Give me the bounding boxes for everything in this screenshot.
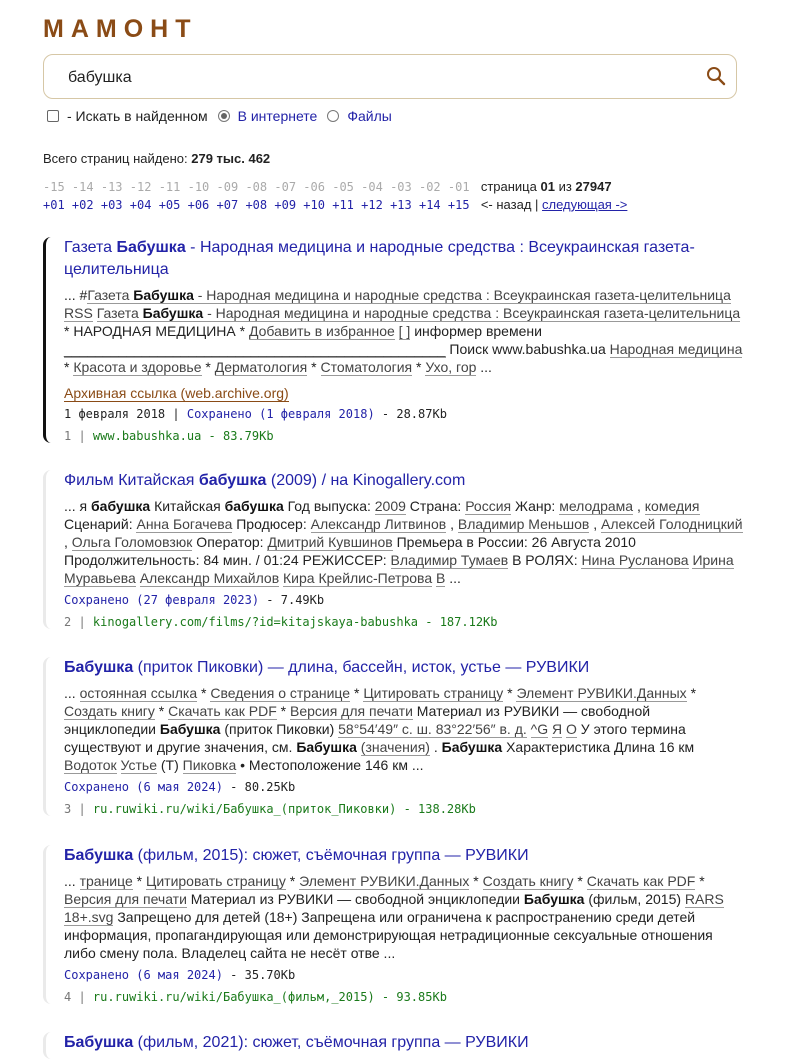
result-snippet: ... остоянная ссылка * Сведения о странице * Цитировать страницу * Элемент РУВИКИ.Данных * Создать книгу * Скачать как PDF * Версия для печати Материал из РУВИКИ — свободной энциклопедии Бабушка (приток Пиковки) 58°54′49″ с. ш. 83°22′56″ в. д. ^G Я О У этого термина существуют и другие значения, см. Бабушка (значения) . Бабушка Характеристика Длина 16 км Водоток Устье (Т) Пиковка • Местоположение 146 км ... (64, 685, 697, 773)
result-title-highlight: Бабушка (116, 239, 186, 256)
result-meta: 1 февраля 2018 | Сохранено (1 февраля 2018) - 28.87Kb (64, 407, 447, 421)
pager-nav (481, 197, 628, 212)
pager-next-page[interactable]: +04 (129, 198, 152, 212)
result-url-line: 2 | kinogallery.com/films/?id=kitajskaya-babushka - 187.12Kb (64, 615, 498, 629)
result-number: 1 (64, 429, 72, 443)
result-url-line: 1 | www.babushka.ua - 83.79Kb (64, 429, 274, 443)
search-result (43, 657, 743, 816)
pager-next-page[interactable]: +01 (43, 198, 65, 212)
pager-next-row (43, 196, 627, 214)
internet-option[interactable] (218, 108, 318, 124)
pager-next-link[interactable]: следующая -> (542, 197, 628, 212)
pager-prev-page[interactable]: -12 (129, 180, 152, 194)
result-size: - 35.70Kb (222, 968, 296, 982)
pager-of-word: из (554, 179, 576, 194)
pager-next-page[interactable]: +08 (245, 198, 268, 212)
result-url[interactable]: ru.ruwiki.ru/wiki/Бабушка_(приток_Пиковки) - 138.28Kb (92, 802, 476, 816)
search-in-found-checkbox[interactable] (47, 110, 59, 122)
result-meta (64, 593, 743, 607)
result-meta (64, 780, 743, 794)
pager-next-page[interactable]: +03 (100, 198, 123, 212)
pager-next-page[interactable]: +14 (418, 198, 441, 212)
search-icon[interactable] (706, 66, 726, 91)
result-size: - 28.87Kb (374, 407, 447, 421)
pager-prev-page[interactable]: -05 (332, 180, 354, 194)
result-title-highlight: Бабушка (64, 1034, 134, 1051)
result-number: 2 (64, 615, 72, 629)
files-label: Файлы (347, 108, 392, 124)
pager-prev-page[interactable]: -11 (158, 180, 181, 194)
result-snippet: ... транице * Цитировать страницу * Элемент РУВИКИ.Данных * Создать книгу * Скачать как PDF * Версия для печати Материал из РУВИКИ — свободной энциклопедии Бабушка (фильм, 2015) RARS 18+.svg Запрещено для детей (18+) Запрещена или ограничена к распространению среди детей информация, пропагандирующая или демонстрирующая нетрадиционные сексуальные отношения либо смену пола. Владелец сайта не несёт отве ... (64, 873, 724, 961)
result-size: - 7.49Kb (259, 593, 325, 607)
internet-label: В интернете (237, 108, 318, 124)
pager-next-page[interactable]: +07 (216, 198, 239, 212)
pager-prev-page[interactable]: -04 (361, 180, 383, 194)
pager-sep: | (535, 197, 543, 212)
result-meta (64, 968, 743, 982)
pager-prev-page[interactable]: -03 (390, 180, 412, 194)
pager-prev-page[interactable]: -14 (71, 180, 94, 194)
result-size: - 80.25Kb (222, 780, 296, 794)
result-url[interactable]: kinogallery.com/films/?id=kitajskaya-babushka - 187.12Kb (92, 615, 498, 629)
pager-prev-page[interactable]: -07 (274, 180, 297, 194)
results-total-value: 279 тыс. 462 (191, 151, 271, 166)
search-result (43, 237, 743, 443)
search-in-found-label: - Искать в найденном (67, 108, 208, 124)
pager-info (481, 179, 612, 194)
saved-copy-link[interactable]: Сохранено (1 февраля 2018) (186, 407, 375, 421)
pager-next-page[interactable]: +10 (303, 198, 325, 212)
result-url[interactable]: ru.ruwiki.ru/wiki/Бабушка_(фильм,_2015) - 93.85Kb (92, 990, 447, 1004)
result-title[interactable]: Бабушка (фильм, 2015): сюжет, съёмочная группа — РУВИКИ (64, 847, 529, 864)
saved-copy-link[interactable]: Сохранено (6 мая 2024) (64, 780, 223, 794)
result-title[interactable]: Бабушка (фильм, 2021): сюжет, съёмочная группа — РУВИКИ (64, 1034, 529, 1051)
results-total (43, 151, 270, 166)
pager-page-word: страница (480, 179, 541, 194)
result-title[interactable]: Газета Бабушка - Народная медицина и народные средства : Всеукраинская газета-целительница (64, 239, 695, 278)
result-title-highlight: Бабушка (64, 847, 134, 864)
pager-next-page[interactable]: +02 (71, 198, 94, 212)
result-url[interactable]: www.babushka.ua - 83.79Kb (92, 429, 274, 443)
archive-link[interactable] (64, 385, 743, 401)
pager-next-page[interactable]: +15 (447, 198, 470, 212)
search-box (43, 54, 737, 99)
pager-next-page[interactable]: +09 (274, 198, 297, 212)
search-options (47, 107, 402, 125)
search-in-found-option[interactable] (47, 108, 208, 124)
internet-radio[interactable] (218, 110, 230, 122)
result-date: 1 февраля 2018 (64, 407, 166, 421)
archive-link-text: Архивная ссылка (web.archive.org) (64, 385, 289, 401)
files-radio[interactable] (327, 110, 339, 122)
pager-prev-page[interactable]: -10 (187, 180, 210, 194)
pager-next-page[interactable]: +12 (361, 198, 383, 212)
result-title[interactable]: Фильм Китайская бабушка (2009) / на Kinogallery.com (64, 472, 466, 489)
result-url-line: 3 | ru.ruwiki.ru/wiki/Бабушка_(приток_Пиковки) - 138.28Kb (64, 802, 476, 816)
pager-prev-page[interactable]: -02 (418, 180, 441, 194)
search-result (43, 845, 743, 1004)
pager (43, 178, 627, 214)
files-option[interactable] (327, 108, 391, 124)
result-number: 3 (64, 802, 72, 816)
pager-next-page[interactable]: +11 (332, 198, 354, 212)
pager-next-page[interactable]: +13 (390, 198, 412, 212)
result-title-highlight: Бабушка (64, 659, 134, 676)
pager-back: <- назад (480, 197, 536, 212)
result-title[interactable]: Бабушка (приток Пиковки) — длина, бассейн, исток, устье — РУВИКИ (64, 659, 590, 676)
pager-prev-page[interactable]: -09 (216, 180, 239, 194)
pager-current: 01 (540, 179, 555, 194)
search-result (43, 1032, 743, 1059)
saved-copy-link[interactable]: Сохранено (6 мая 2024) (64, 968, 223, 982)
result-url-line: 4 | ru.ruwiki.ru/wiki/Бабушка_(фильм,_2015) - 93.85Kb (64, 990, 447, 1004)
result-number: 4 (64, 990, 72, 1004)
saved-copy-link[interactable]: Сохранено (27 февраля 2023) (64, 593, 260, 607)
result-title-highlight: бабушка (198, 472, 267, 489)
pager-next-page[interactable]: +06 (187, 198, 210, 212)
pager-prev-row (43, 178, 627, 196)
pager-prev-page[interactable]: -13 (100, 180, 123, 194)
search-result (43, 470, 743, 629)
site-logo[interactable]: МАМОНТ (43, 15, 198, 43)
pager-prev-page[interactable]: -06 (303, 180, 325, 194)
result-snippet: ... #Газета Бабушка - Народная медицина и народные средства : Всеукраинская газета-целительница RSS Газета Бабушка - Народная медицина и народные средства : Всеукраинская газета-целительница * НАРОДНАЯ МЕДИЦИНА * Добавить в избранное [ ] информер времени _________________________________________________ Поиск www.babushka.ua Народная медицина * Красота и здоровье * Дерматология * Стоматология * Ухо, гор ... (64, 287, 743, 375)
search-input[interactable] (66, 65, 670, 91)
pager-prev-page[interactable]: -01 (447, 180, 470, 194)
results-total-label: Всего страниц найдено: (43, 151, 188, 166)
pager-prev-page[interactable]: -08 (245, 180, 268, 194)
pager-next-page[interactable]: +05 (158, 198, 181, 212)
pager-prev-page[interactable]: -15 (43, 180, 65, 194)
pager-total: 27947 (575, 179, 612, 194)
result-snippet: ... я бабушка Китайская бабушка Год выпуска: 2009 Страна: Россия Жанр: мелодрама , комедия Сценарий: Анна Богачева Продюсер: Александр Литвинов , Владимир Меньшов , Алексей Голодницкий , Ольга Голомовзюк Оператор: Дмитрий Кувшинов Премьера в России: 26 Августа 2010 Продолжительность: 84 мин. / 01:24 РЕЖИССЕР: Владимир Тумаев В РОЛЯХ: Нина Русланова Ирина Муравьева Александр Михайлов Кира Крейлис-Петрова В ... (64, 498, 743, 586)
